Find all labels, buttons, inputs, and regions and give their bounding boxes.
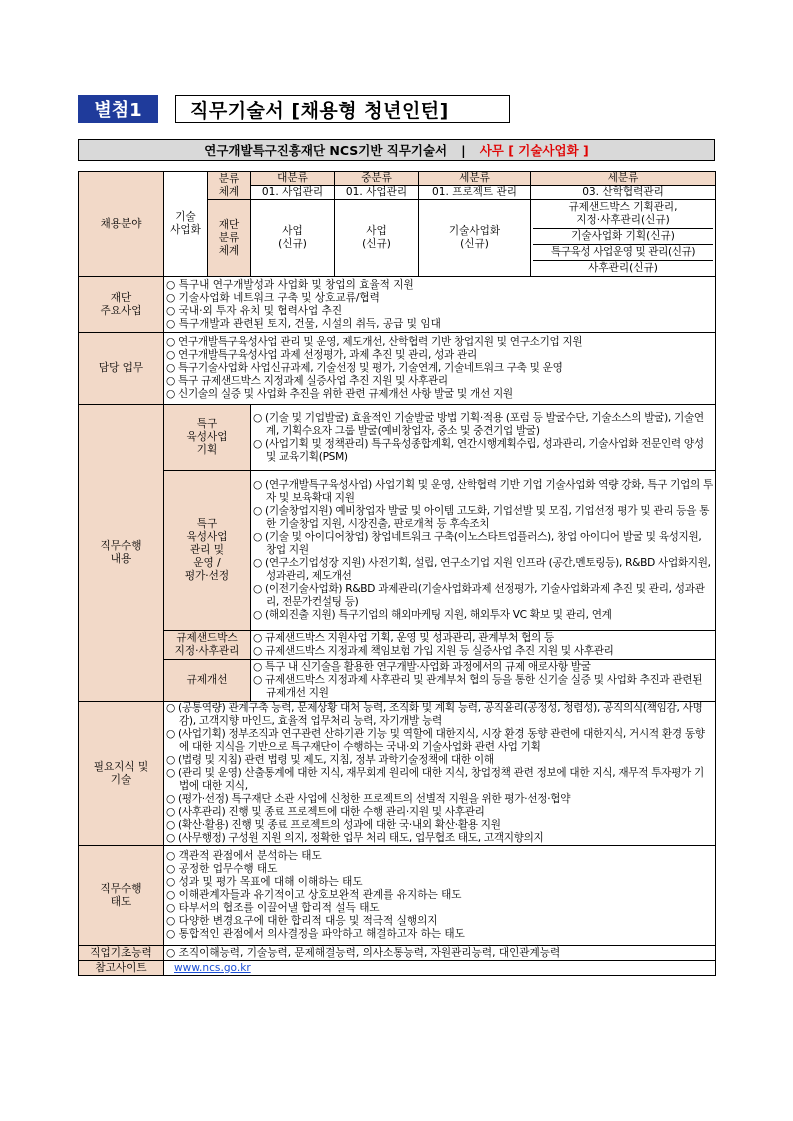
subtitle-job: 사무 [ 기술사업화 ] (479, 143, 589, 158)
subtitle-bar (78, 139, 715, 161)
job-group-content (251, 405, 716, 471)
list-item: ○ 특구기술사업화 사업신규과제, 기술선정 및 평가, 기술연계, 기술네트워크 구축 및 운영 (166, 362, 713, 375)
list-item: ○ (해외진출 지원) 특구기업의 해외마케팅 지원, 해외투자 VC 확보 및 관리, 연계 (253, 609, 713, 622)
system-label: 분류 체계 (208, 172, 251, 200)
list-item: ○ (기술 및 기업발굴) 효율적인 기술발굴 방법 기획·적용 (포럼 등 발굴수단, 기술소스의 발굴), 기술연계, 기획수요자 그룹 발굴(예비창업자, 중소 및 중견기업 발굴) (253, 412, 713, 438)
list-item: ○ 객관적 관점에서 분석하는 태도 (166, 850, 713, 863)
list-item: ○ (사후관리) 진행 및 종료 프로젝트에 대한 수행 관리·지원 및 사후관리 (166, 806, 713, 819)
job-group-content (251, 631, 716, 660)
list-item: ○ 기술사업화 네트워크 구축 및 상호교류/협력 (166, 292, 713, 305)
reference-label: 참고사이트 (79, 961, 164, 976)
job-group-label: 규제샌드박스 지정·사후관리 (164, 631, 251, 660)
header-major: 대분류 (251, 172, 335, 186)
foundation-middle: 사업 (신규) (335, 200, 419, 277)
list-item: ○ (확산·활용) 진행 및 종료 프로젝트의 성과에 대한 국·내외 확산·활용 지원 (166, 819, 713, 832)
duties-label: 담당 업무 (79, 333, 164, 405)
list-item: ○ (사무행정) 구성원 지원 의지, 정확한 업무 처리 태도, 업무협조 태도, 고객지향의지 (166, 832, 713, 845)
ncs-major: 01. 사업관리 (251, 186, 335, 200)
list-item: ○ (사업기획 및 정책관리) 특구육성종합계획, 연간시행계획수립, 성과관리, 기술사업화 전문인력 양성 및 교육기획(PSM) (253, 438, 713, 464)
list-item: ○ 규제샌드박스 지원사업 기획, 운영 및 성과관리, 관계부처 협의 등 (253, 632, 713, 645)
list-item: ○ 규제샌드박스 지정과제 책임보험 가입 지원 등 실증사업 추진 지원 및 사후관리 (253, 645, 713, 658)
foundation-minor: 기술사업화 (신규) (419, 200, 531, 277)
reference-content (164, 961, 716, 976)
foundation-detail-list (531, 200, 716, 277)
attitude-label: 직무수행 태도 (79, 846, 164, 946)
header-middle: 중분류 (335, 172, 419, 186)
foundation-major: 사업 (신규) (251, 200, 335, 277)
list-item: ○ (기술창업지원) 예비창업자 발굴 및 아이템 고도화, 기업선발 및 모집, 기업선정 평가 및 관리 등을 통한 기술창업 지원, 시장진출, 판로개척 등 후속조치 (253, 505, 713, 531)
list-item: ○ (관리 및 운영) 산출통계에 대한 지식, 재무회계 원리에 대한 지식, 창업정책 관련 정보에 대한 지식, 재무적 투자평가 기법에 대한 지식, (166, 767, 713, 793)
page-title: 직무기술서 [채용형 청년인턴] (175, 95, 510, 123)
field-name: 기술 사업화 (164, 172, 208, 277)
list-item: ○ 성과 및 평가 목표에 대해 이해하는 태도 (166, 876, 713, 889)
job-group-label: 특구 육성사업 관리 및 운영 / 평가·선정 (164, 471, 251, 631)
header-minor-2: 세분류 (531, 172, 716, 186)
detail-item: 기술사업화 기획(신규) (533, 228, 713, 244)
detail-item: 특구육성 사업운영 및 관리(신규) (533, 244, 713, 260)
ncs-minor-2: 03. 산학협력관리 (531, 186, 716, 200)
detail-item: 규제샌드박스 기획관리, 지정·사후관리(신규) (533, 201, 713, 229)
subtitle-org: 연구개발특구진흥재단 NCS기반 직무기술서 (204, 143, 448, 158)
list-item: ○ (연구개발특구육성사업) 사업기획 및 운영, 산학협력 기반 기업 기술사업화 역량 강화, 특구 기업의 투자 및 보육확대 지원 (253, 479, 713, 505)
list-item: ○ 특구내 연구개발성과 사업화 및 창업의 효율적 지원 (166, 279, 713, 292)
ncs-middle: 01. 사업관리 (335, 186, 419, 200)
list-item: ○ (기술 및 아이디어창업) 창업네트워크 구축(이노스타트업플러스), 창업 아이디어 발굴 및 육성지원, 창업 지원 (253, 531, 713, 557)
job-group-label: 규제개선 (164, 660, 251, 702)
job-content-label: 직무수행 내용 (79, 405, 164, 702)
list-item: ○ (이전기술사업화) R&BD 과제관리(기술사업화과제 선정평가, 기술사업화과제 추진 및 관리, 성과관리, 전문가컨설팅 등) (253, 583, 713, 609)
basic-ability-label: 직업기초능력 (79, 946, 164, 961)
list-item: ○ 연구개발특구육성사업 관리 및 운영, 제도개선, 산학협력 기반 창업지원 및 연구소기업 지원 (166, 336, 713, 349)
list-item: ○ 다양한 변경요구에 대한 합리적 대응 및 적극적 실행의지 (166, 915, 713, 928)
ncs-minor: 01. 프로젝트 관리 (419, 186, 531, 200)
list-item: ○ 특구 규제샌드박스 지정과제 실증사업 추진 지원 및 사후관리 (166, 375, 713, 388)
list-item: ○ (법령 및 지침) 관련 법령 및 제도, 지침, 정부 과학기술정책에 대한 이해 (166, 754, 713, 767)
detail-item: 사후관리(신규) (588, 261, 658, 274)
job-group-label: 특구 육성사업 기획 (164, 405, 251, 471)
list-item: ○ (연구소기업성장 지원) 사전기획, 설립, 연구소기업 지원 인프라 (공간,멘토링등), R&BD 사업화지원, 성과관리, 제도개선 (253, 557, 713, 583)
list-item: ○ 신기술의 실증 및 사업화 추진을 위한 관련 규제개선 사항 발굴 및 개선 지원 (166, 388, 713, 401)
list-item: ○ 타부서의 협조를 이끌어낼 합리적 설득 태도 (166, 902, 713, 915)
list-item: ○ (평가·선정) 특구재단 소관 사업에 신청한 프로젝트의 선별적 지원을 위한 평가·선정·협약 (166, 793, 713, 806)
list-item: ○ (공통역량) 관계구축 능력, 문제상황 대처 능력, 조직화 및 계획 능력, 공직윤리(공정성, 청렴성), 공직의식(책임감, 사명감), 고객지향 마인드, 효율적 업무처리 능력, 자기개발 능력 (166, 702, 713, 728)
basic-ability-content (164, 946, 716, 961)
foundation-system-label: 재단 분류 체계 (208, 200, 251, 277)
list-item: ○ 특구 내 신기술을 활용한 연구개발·사업화 과정에서의 규제 애로사항 발굴 (253, 661, 713, 674)
list-item: ○ 통합적인 관점에서 의사결정을 파악하고 해결하고자 하는 태도 (166, 928, 713, 941)
subtitle-separator: | (461, 142, 466, 158)
list-item: ○ 국내·외 투자 유치 및 협력사업 추진 (166, 305, 713, 318)
reference-link[interactable]: www.ncs.go.kr (174, 961, 251, 974)
classification-label: 채용분야 (79, 172, 164, 277)
attitude-content (164, 846, 716, 946)
main-business-label: 재단 주요사업 (79, 277, 164, 333)
list-item: ○ 공정한 업무수행 태도 (166, 863, 713, 876)
list-item: ○ (사업기획) 정부조직과 연구관련 산하기관 기능 및 역할에 대한지식, 시장 환경 동향 관련에 대한지식, 거시적 환경 동향에 대한 지식을 기반으로 특구재단이 수행하는 국내·외 기술사업화 관련 사업 기획 (166, 728, 713, 754)
header-minor: 세분류 (419, 172, 531, 186)
attachment-badge: 별첨1 (78, 95, 158, 123)
list-item: ○ 이해관계자들과 유기적이고 상호보완적 관계를 유지하는 태도 (166, 889, 713, 902)
job-group-content (251, 471, 716, 631)
list-item: ○ 특구개발과 관련된 토지, 건물, 시설의 취득, 공급 및 임대 (166, 318, 713, 331)
knowledge-content (164, 702, 716, 846)
job-group-content (251, 660, 716, 702)
main-business-content (164, 277, 716, 333)
list-item: ○ 연구개발특구육성사업 과제 선정평가, 과제 추진 및 관리, 성과 관리 (166, 349, 713, 362)
knowledge-label: 필요지식 및 기술 (79, 702, 164, 846)
duties-content (164, 333, 716, 405)
job-description-table (78, 171, 716, 976)
page-header (78, 95, 510, 123)
list-item: ○ 조직이해능력, 기술능력, 문제해결능력, 의사소통능력, 자원관리능력, 대인관계능력 (166, 947, 713, 960)
list-item: ○ 규제샌드박스 지정과제 사후관리 및 관계부처 협의 등을 통한 신기술 실증 및 사업화 추진과 관련된 규제개선 지원 (253, 674, 713, 700)
